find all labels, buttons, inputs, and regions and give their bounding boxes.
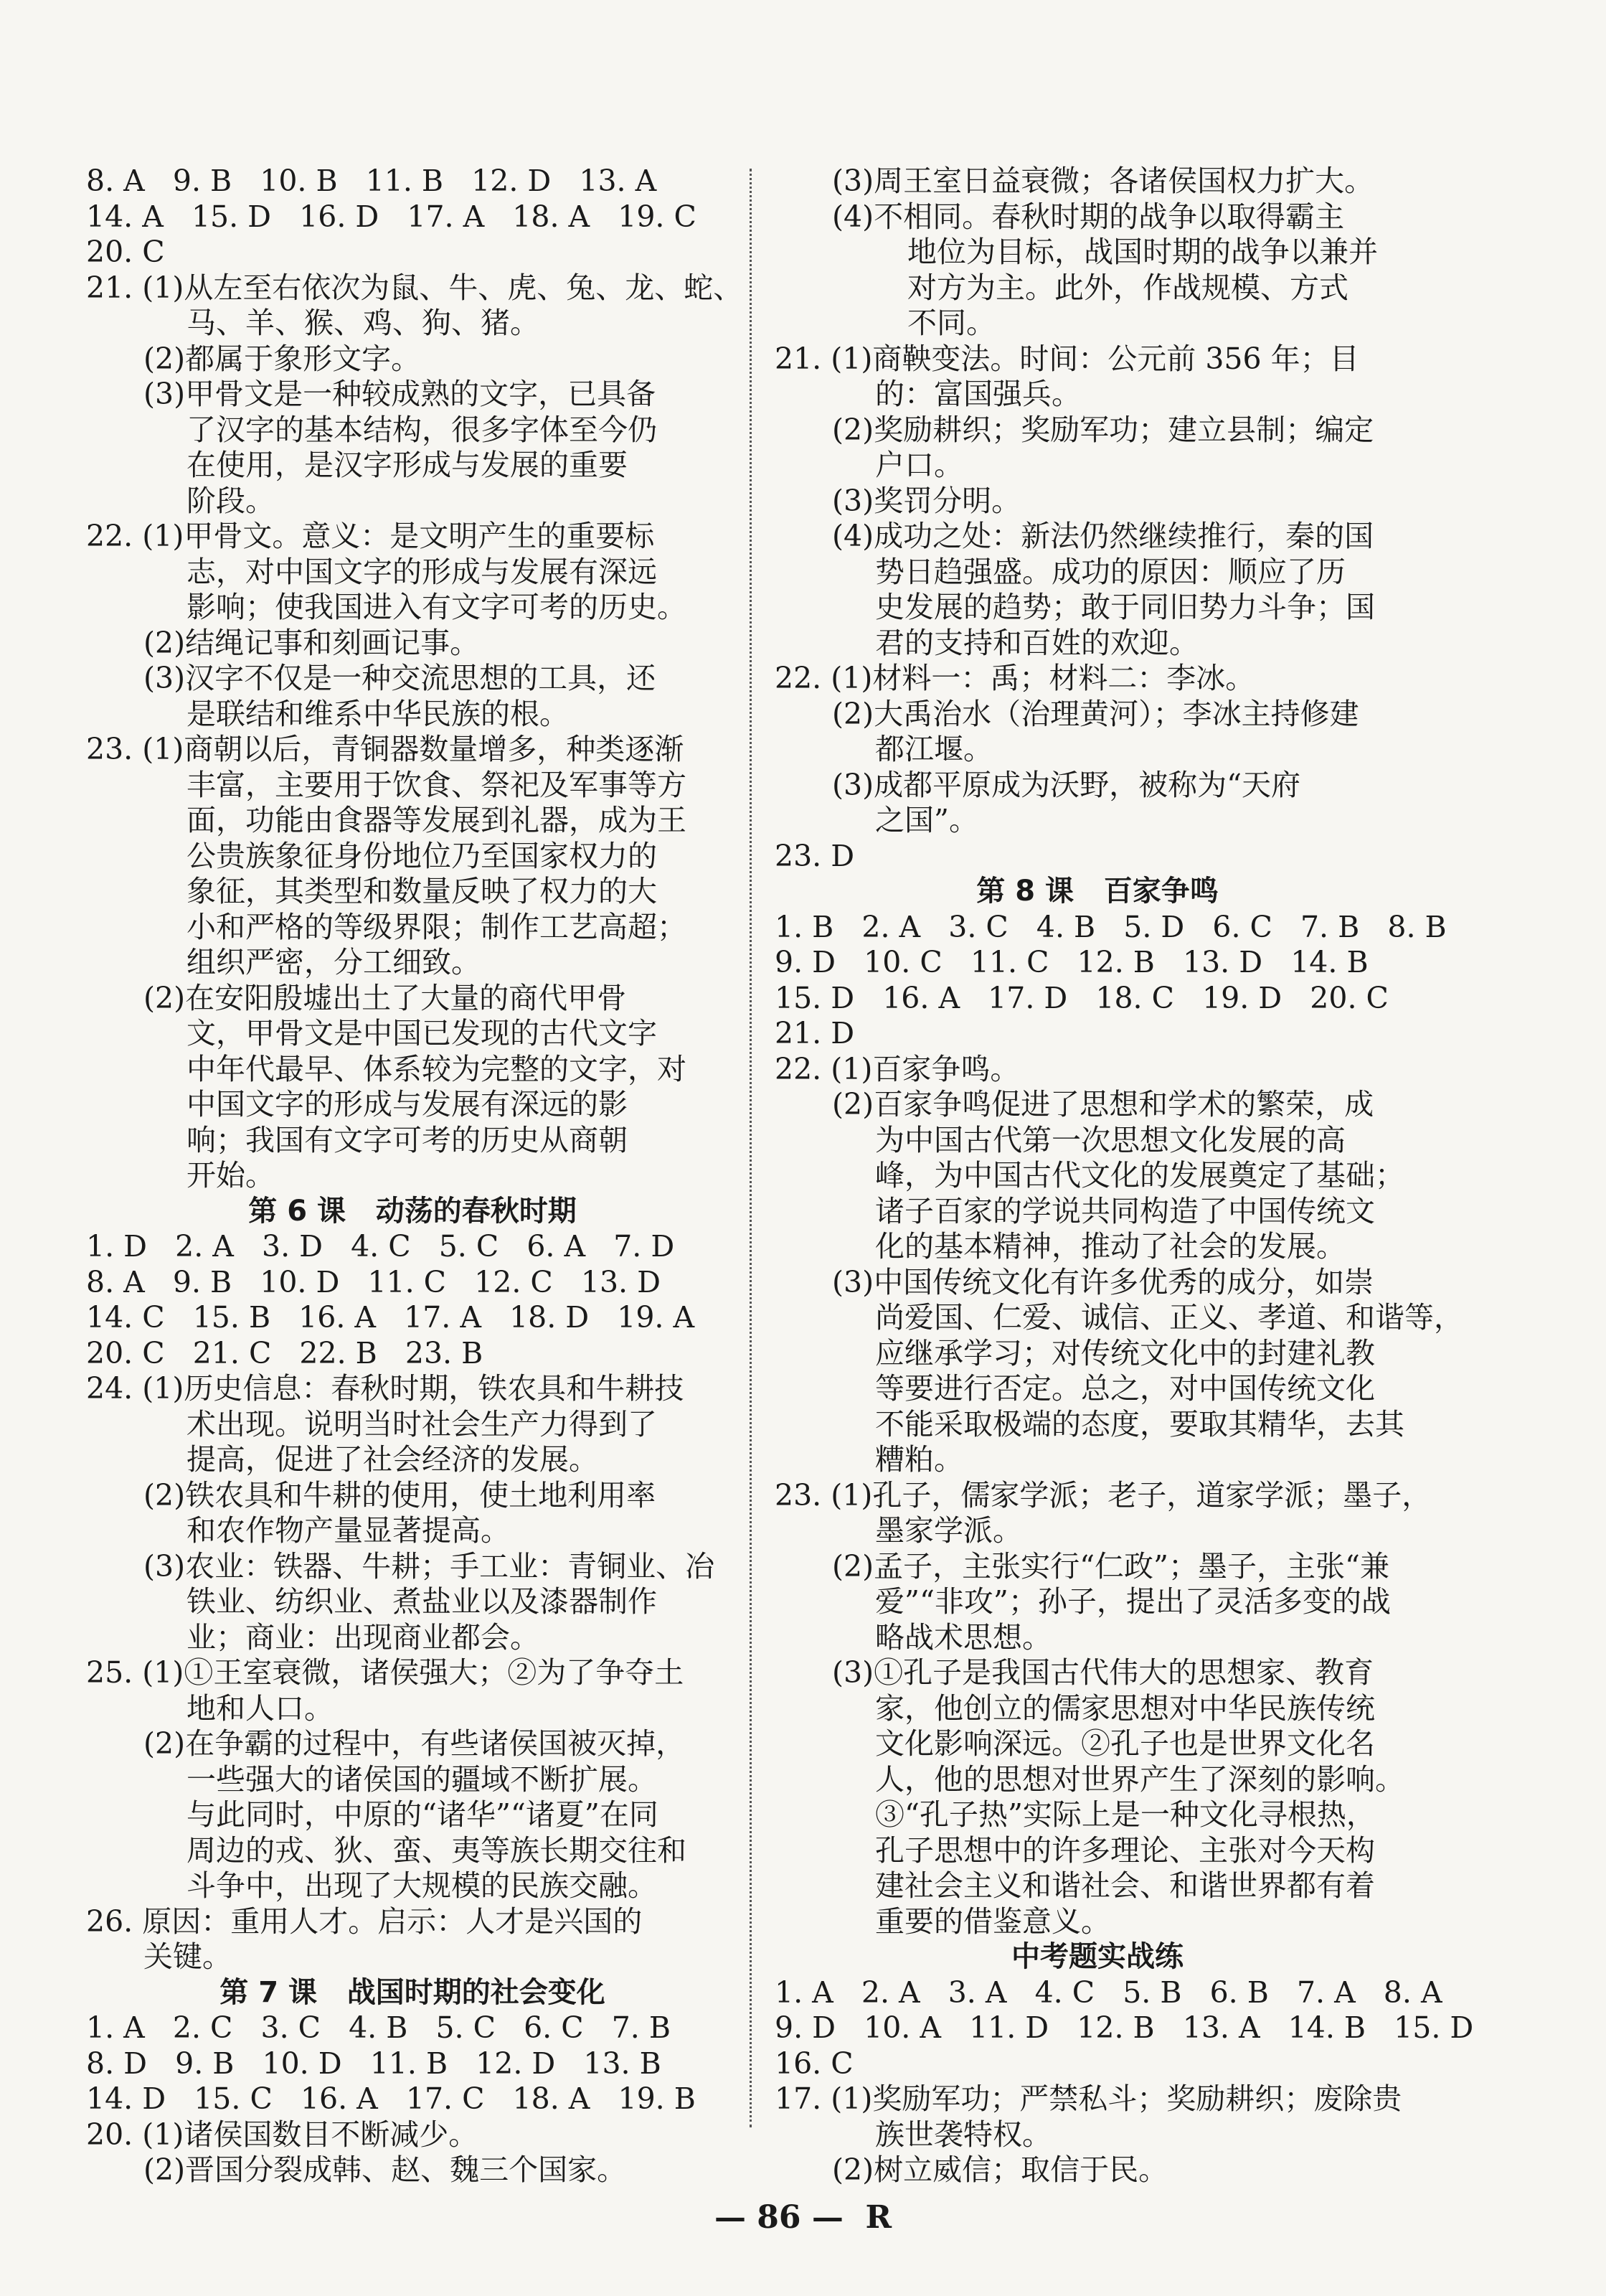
text-line: 22. (1)百家争鸣。	[775, 1051, 1020, 1086]
text-line: 业；商业：出现商业都会。	[186, 1619, 539, 1655]
text-line: 21. (1)商鞅变法。时间：公元前 356 年；目	[775, 341, 1359, 376]
text-line: 化的基本精神，推动了社会的发展。	[875, 1229, 1346, 1264]
text-line: 户口。	[875, 448, 963, 482]
text-line: 家，他创立的儒家思想对中华民族传统	[875, 1690, 1375, 1726]
text-line: 1. A 2. C 3. C 4. B 5. C 6. C 7. B	[86, 2010, 671, 2045]
text-line: 中国文字的形成与发展有深远的影	[186, 1087, 628, 1121]
text-line: (3)周王室日益衰微；各诸侯国权力扩大。	[832, 164, 1374, 198]
text-line: 16. C	[775, 2046, 854, 2081]
left-column	[86, 164, 743, 2188]
text-line: 术出现。说明当时社会生产力得到了	[186, 1406, 657, 1441]
text-line: 响；我国有文字可考的历史从商朝	[186, 1122, 628, 1157]
text-line: 9. D 10. A 11. D 12. B 13. A 14. B 15. D	[775, 2010, 1474, 2045]
text-line: 重要的借鉴意义。	[875, 1904, 1110, 1939]
text-line: 地位为目标，战国时期的战争以兼并	[907, 235, 1378, 269]
text-line: 不能采取极端的态度，要取其精华，去其	[875, 1406, 1404, 1441]
text-line: 组织严密，分工细致。	[186, 945, 481, 979]
text-line: 斗争中，出现了大规模的民族交融。	[186, 1868, 657, 1903]
text-line: 25. (1)①王室衰微，诸侯强大；②为了争夺土	[86, 1655, 684, 1690]
text-line: 影响；使我国进入有文字可考的历史。	[186, 590, 686, 624]
text-line: 8. A 9. B 10. D 11. C 12. C 13. D	[86, 1264, 661, 1299]
section-heading: 中考题实战练	[1011, 1940, 1184, 1973]
text-line: (3)农业：铁器、牛耕；手工业：青铜业、冶	[143, 1548, 715, 1584]
text-line: (4)成功之处：新法仍然继续推行，秦的国	[832, 519, 1374, 553]
text-line: 与此同时，中原的“诸华”“诸夏”在同	[186, 1797, 658, 1832]
text-line: 14. C 15. B 16. A 17. A 18. D 19. A	[86, 1300, 695, 1335]
text-line: 的：富国强兵。	[875, 377, 1081, 411]
text-line: 1. D 2. A 3. D 4. C 5. C 6. A 7. D	[86, 1229, 675, 1264]
text-line: 面，功能由食器等发展到礼器，成为王	[186, 803, 686, 837]
text-line: 文，甲骨文是中国已发现的古代文字	[186, 1016, 657, 1050]
text-line: (2)奖励耕织；奖励军功；建立县制；编定	[832, 412, 1374, 447]
text-line: 周边的戎、狄、蛮、夷等族长期交往和	[186, 1832, 686, 1868]
text-line: 之国”。	[875, 803, 978, 837]
text-line: 建社会主义和谐社会、和谐世界都有着	[875, 1868, 1375, 1903]
text-line: 1. A 2. A 3. A 4. C 5. B 6. B 7. A 8. A	[775, 1975, 1442, 2010]
text-line: 9. D 10. C 11. C 12. B 13. D 14. B	[775, 945, 1369, 979]
text-line: 14. D 15. C 16. A 17. C 18. A 19. B	[86, 2081, 696, 2116]
column-divider	[750, 169, 752, 2127]
text-line: (2)在争霸的过程中，有些诸侯国被灭掉，	[143, 1726, 686, 1761]
text-line: 势日趋强盛。成功的原因：顺应了历	[875, 554, 1346, 589]
text-line: 丰富，主要用于饮食、祭祀及军事等方	[186, 767, 686, 802]
text-line: (2)铁农具和牛耕的使用，使土地利用率	[143, 1477, 656, 1512]
text-line: 都江堰。	[875, 732, 993, 766]
text-line: (2)孟子，主张实行“仁政”；墨子，主张“兼	[832, 1548, 1389, 1584]
text-line: 14. A 15. D 16. D 17. A 18. A 19. C	[86, 199, 696, 234]
text-line: (2)大禹治水（治理黄河）；李冰主持修建	[832, 696, 1359, 731]
text-line: 等要进行否定。总之，对中国传统文化	[875, 1371, 1375, 1406]
text-line: 一些强大的诸侯国的疆域不断扩展。	[186, 1761, 657, 1797]
text-line: 族世袭特权。	[875, 2117, 1052, 2152]
text-line: 爱”“非攻”；孙子，提出了灵活多变的战	[875, 1584, 1391, 1619]
text-line: 峰，为中国古代文化的发展奠定了基础；	[875, 1158, 1404, 1192]
text-line: 文化影响深远。②孔子也是世界文化名	[875, 1726, 1375, 1761]
right-column	[775, 164, 1474, 2188]
text-line: 22. (1)甲骨文。意义：是文明产生的重要标	[86, 519, 655, 553]
text-line: 15. D 16. A 17. D 18. C 19. D 20. C	[775, 980, 1389, 1015]
text-line: (3)汉字不仅是一种交流思想的工具，还	[143, 661, 656, 695]
text-line: 阶段。	[186, 483, 275, 518]
text-line: 史发展的趋势；敢于同旧势力斗争；国	[875, 590, 1375, 624]
text-line: 20. (1)诸侯国数目不断减少。	[86, 2117, 478, 2152]
text-line: 23. (1)孔子，儒家学派；老子，道家学派；墨子，	[775, 1477, 1432, 1512]
text-line: (3)奖罚分明。	[832, 483, 1021, 518]
text-line: 小和严格的等级界限；制作工艺高超；	[186, 909, 686, 944]
text-line: (4)不相同。春秋时期的战争以取得霸主	[832, 199, 1345, 234]
text-line: 8. A 9. B 10. B 11. B 12. D 13. A	[86, 164, 657, 198]
text-line: 地和人口。	[186, 1690, 334, 1726]
text-line: (3)①孔子是我国古代伟大的思想家、教育	[832, 1655, 1374, 1690]
page-footer: — 86 — R	[714, 2199, 892, 2236]
text-line: (2)在安阳殷墟出土了大量的商代甲骨	[143, 980, 627, 1015]
text-line: 中年代最早、体系较为完整的文字，对	[186, 1051, 686, 1086]
text-line: 尚爱国、仁爱、诚信、正义、孝道、和谐等，	[875, 1300, 1463, 1335]
text-line: 应继承学习；对传统文化中的封建礼教	[875, 1335, 1375, 1370]
text-line: 21. (1)从左至右依次为鼠、牛、虎、兔、龙、蛇、	[86, 270, 743, 305]
text-line: 糟粕。	[875, 1442, 963, 1477]
section-heading: 第 8 课 百家争鸣	[976, 875, 1219, 908]
text-line: (3)甲骨文是一种较成熟的文字，已具备	[143, 377, 656, 411]
text-line: (2)都属于象形文字。	[143, 341, 421, 376]
text-line: 略战术思想。	[875, 1619, 1052, 1655]
text-line: 21. D	[775, 1016, 855, 1050]
text-line: 和农作物产量显著提高。	[186, 1513, 510, 1548]
text-line: 24. (1)历史信息：春秋时期，铁农具和牛耕技	[86, 1371, 684, 1406]
section-heading: 第 6 课 动荡的春秋时期	[248, 1194, 577, 1228]
text-line: (2)结绳记事和刻画记事。	[143, 625, 480, 660]
text-line: 在使用，是汉字形成与发展的重要	[186, 448, 628, 482]
text-line: 对方为主。此外，作战规模、方式	[907, 270, 1348, 305]
text-line: 志，对中国文字的形成与发展有深远	[186, 554, 657, 589]
text-line: 公贵族象征身份地位乃至国家权力的	[186, 838, 657, 873]
text-line: 诸子百家的学说共同构造了中国传统文	[875, 1193, 1375, 1228]
text-line: 人，他的思想对世界产生了深刻的影响。	[875, 1761, 1404, 1797]
text-line: 不同。	[907, 306, 996, 340]
text-line: 开始。	[186, 1158, 275, 1192]
text-line: 君的支持和百姓的欢迎。	[875, 625, 1199, 660]
text-line: (2)树立威信；取信于民。	[832, 2152, 1168, 2187]
text-line: 为中国古代第一次思想文化发展的高	[875, 1122, 1346, 1157]
text-line: 1. B 2. A 3. C 4. B 5. D 6. C 7. B 8. B	[775, 909, 1447, 944]
text-line: 铁业、纺织业、煮盐业以及漆器制作	[186, 1584, 657, 1619]
text-line: 是联结和维系中华民族的根。	[186, 696, 569, 731]
text-line: 20. C	[86, 235, 165, 269]
text-line: 22. (1)材料一：禹；材料二：李冰。	[775, 661, 1255, 695]
text-line: 17. (1)奖励军功；严禁私斗；奖励耕织；废除贵	[775, 2081, 1402, 2116]
text-line: ③“孔子热”实际上是一种文化寻根热，	[875, 1797, 1376, 1832]
text-line: 23. D	[775, 838, 855, 873]
text-line: 关键。	[143, 1939, 232, 1974]
text-line: 了汉字的基本结构，很多字体至今仍	[186, 412, 657, 447]
text-line: 8. D 9. B 10. D 11. B 12. D 13. B	[86, 2046, 661, 2081]
text-line: (3)成都平原成为沃野，被称为“天府	[832, 767, 1301, 802]
text-line: (3)中国传统文化有许多优秀的成分，如崇	[832, 1264, 1374, 1299]
text-line: 马、羊、猴、鸡、狗、猪。	[186, 306, 539, 340]
text-line: (2)百家争鸣促进了思想和学术的繁荣，成	[832, 1087, 1374, 1121]
text-line: 提高，促进了社会经济的发展。	[186, 1442, 598, 1477]
text-line: 孔子思想中的许多理论、主张对今天构	[875, 1832, 1375, 1868]
text-line: 26. 原因：重用人才。启示：人才是兴国的	[86, 1904, 643, 1939]
text-line: 23. (1)商朝以后，青铜器数量增多，种类逐渐	[86, 732, 684, 766]
text-line: (2)晋国分裂成韩、赵、魏三个国家。	[143, 2152, 627, 2187]
text-line: 象征，其类型和数量反映了权力的大	[186, 874, 657, 908]
section-heading: 第 7 课 战国时期的社会变化	[219, 1975, 605, 2009]
text-line: 20. C 21. C 22. B 23. B	[86, 1335, 483, 1370]
text-line: 墨家学派。	[875, 1513, 1022, 1548]
